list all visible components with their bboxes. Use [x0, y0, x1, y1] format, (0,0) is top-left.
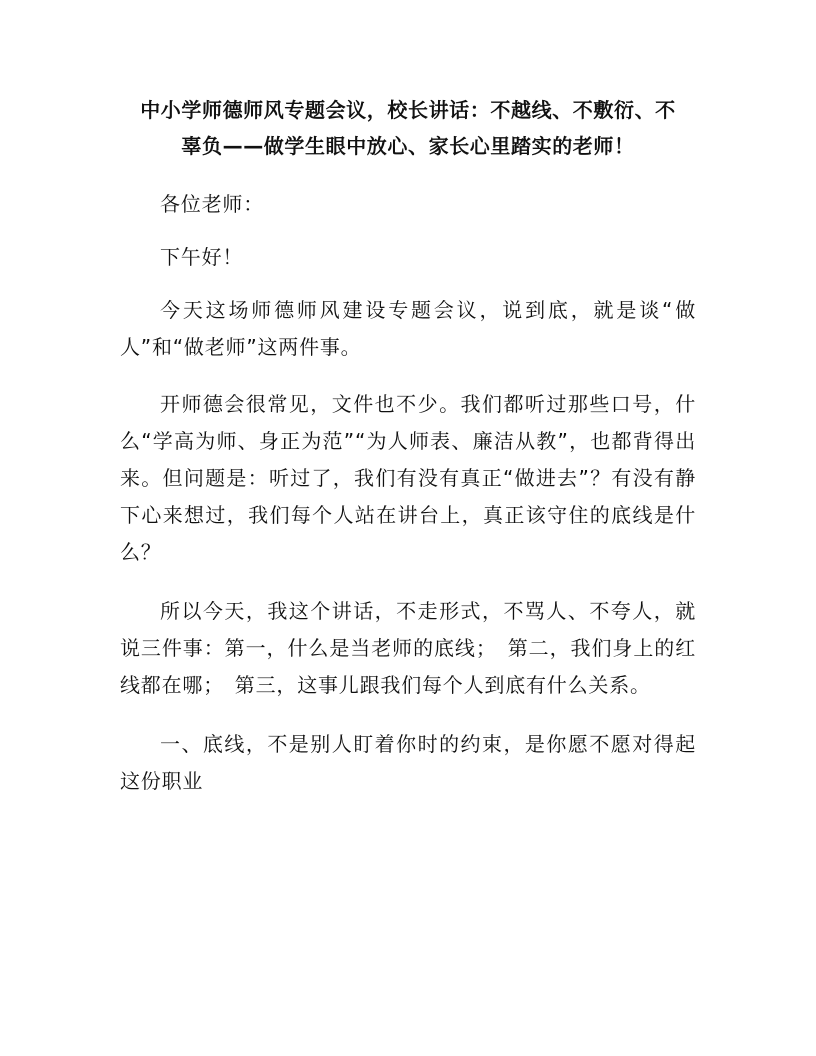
document-title: [120, 92, 696, 164]
paragraph-three-points: 所以今天，我这个讲话，不走形式，不骂人、不夸人，就说三件事：第一，什么是当老师的底线； 第二，我们身上的红线都在哪； 第三，这事儿跟我们每个人到底有什么关系。: [120, 599, 696, 697]
section-heading: 一、底线，不是别人盯着你时的约束，是你愿不愿对得起这份职业: [120, 732, 696, 793]
paragraph-intro: 今天这场师德师风建设专题会议，说到底，就是谈“做人”和“做老师”这两件事。: [120, 298, 696, 359]
title-line-1: 中小学师德师风专题会议，校长讲话：不越线、不敷衍、不: [140, 98, 676, 122]
paragraph-slogans: 开师德会很常见，文件也不少。我们都听过那些口号，什么“学高为师、身正为范”“为人师表、廉洁从教”，也都背得出来。但问题是：听过了，我们有没有真正“做进去”？有没有静下心来想过，我们每个人站在讲台上，真正该守住的底线是什么？: [120, 392, 696, 564]
greeting: 各位老师：: [160, 192, 264, 216]
title-line-2: 辜负——做学生眼中放心、家长心里踏实的老师！: [181, 134, 635, 158]
afternoon-greeting: 下午好！: [160, 245, 244, 269]
document-body: [120, 92, 696, 800]
